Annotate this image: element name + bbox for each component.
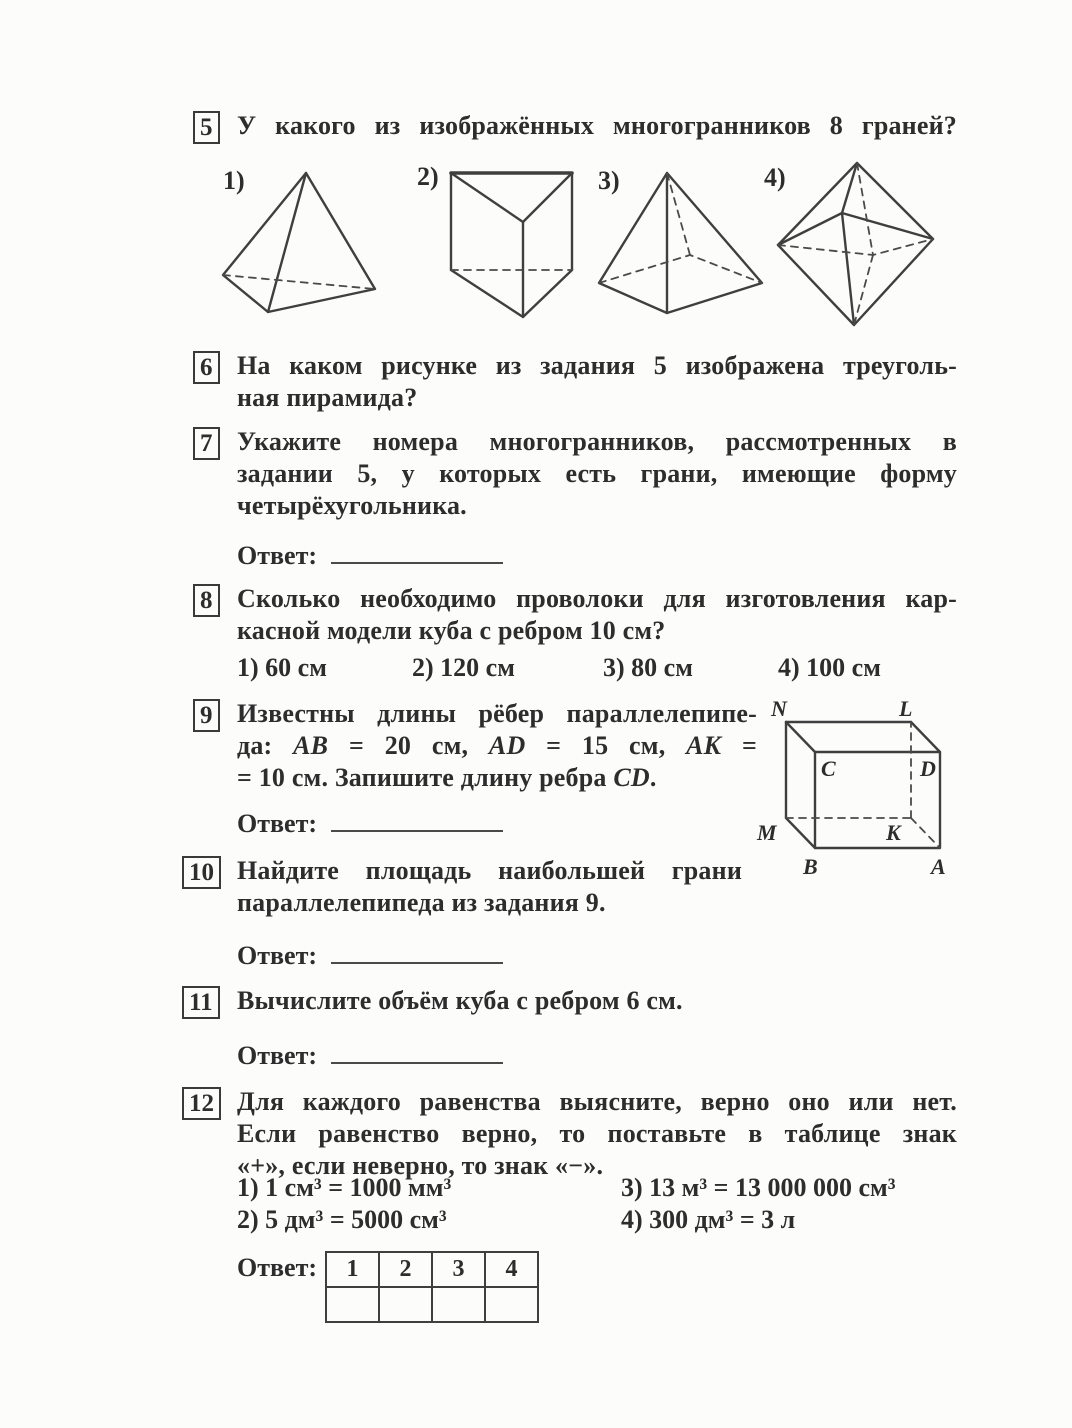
figure-option-4 — [762, 155, 942, 340]
equation-3: 3) 13 м³ = 13 000 000 см³ — [621, 1173, 896, 1202]
problem-11 — [189, 985, 957, 1017]
problem-5 — [193, 110, 957, 142]
answer-blank-line[interactable] — [331, 938, 503, 964]
figure-option-1 — [215, 160, 390, 335]
table-input-cell[interactable] — [486, 1288, 537, 1321]
answer-row-9 — [237, 806, 503, 840]
vertex-label-b: B — [803, 854, 818, 879]
problem-number-badge: 9 — [193, 699, 220, 732]
problem-text-line: «+», если неверно, то знак «−». — [237, 1151, 604, 1180]
table-input-cell[interactable] — [327, 1288, 380, 1321]
option-4: 4) 100 см — [778, 653, 881, 682]
triangular-pyramid-icon — [215, 160, 390, 335]
table-header-cell: 2 — [380, 1253, 433, 1288]
problem-8-options — [0, 652, 1072, 686]
answer-label: Ответ: — [237, 809, 318, 838]
problem-text-line: Вычислите объём куба с ребром 6 см. — [237, 986, 683, 1015]
option-1: 1) 60 см — [237, 653, 327, 682]
problem-10 — [189, 855, 742, 919]
answer-row-12 — [237, 1252, 317, 1286]
triangular-prism-icon — [415, 158, 590, 338]
table-header-cell: 3 — [433, 1253, 486, 1288]
problem-number-badge: 5 — [193, 111, 220, 144]
quadrangular-pyramid-icon — [588, 160, 773, 320]
figure-label: 2) — [417, 162, 439, 191]
equation-1: 1) 1 см³ = 1000 мм³ — [237, 1173, 452, 1202]
table-header-cell: 4 — [486, 1253, 537, 1288]
vertex-label-a: A — [931, 854, 946, 879]
equation-4: 4) 300 дм³ = 3 л — [621, 1205, 796, 1234]
answer-row-10 — [237, 938, 503, 972]
problem-text-line: = 10 см. Запишите длину ребра CD. — [237, 763, 657, 792]
problem-number-badge: 8 — [193, 584, 220, 617]
problem-12 — [189, 1086, 957, 1182]
problem-number-badge: 6 — [193, 351, 220, 384]
parallelepiped-figure — [753, 688, 958, 888]
answer-blank-line[interactable] — [331, 806, 503, 832]
vertex-label-n: N — [771, 696, 787, 721]
octahedron-icon — [762, 155, 942, 340]
figure-label: 1) — [223, 166, 245, 195]
vertex-label-l: L — [899, 696, 913, 721]
problem-7 — [193, 426, 957, 522]
option-3: 3) 80 см — [603, 653, 693, 682]
answer-table-input-row — [327, 1288, 537, 1321]
figure-label: 3) — [598, 166, 620, 195]
problem-text-line: На каком рисунке из задания 5 изображена треуголь- — [237, 351, 957, 380]
answer-label: Ответ: — [237, 1041, 318, 1070]
problem-text-line: четырёхугольника. — [237, 491, 467, 520]
table-input-cell[interactable] — [433, 1288, 486, 1321]
vertex-label-c: C — [821, 756, 836, 781]
table-header-cell: 1 — [327, 1253, 380, 1288]
problem-text-line: Если равенство верно, то поставьте в таблице знак — [237, 1119, 957, 1148]
answer-row-11 — [237, 1038, 503, 1072]
vertex-label-k: K — [886, 820, 901, 845]
problem-text-line: задании 5, у которых есть грани, имеющие форму — [237, 459, 957, 488]
problem-text-line: параллелепипеда из задания 9. — [237, 888, 606, 917]
vertex-label-m: M — [757, 820, 777, 845]
problem-number-badge: 11 — [182, 986, 220, 1019]
problem-text-line: Найдите площадь наибольшей грани — [237, 856, 742, 885]
answer-table — [325, 1251, 539, 1323]
equation-2: 2) 5 дм³ = 5000 см³ — [237, 1205, 447, 1234]
answer-blank-line[interactable] — [331, 1038, 503, 1064]
vertex-label-d: D — [920, 756, 936, 781]
problem-9 — [193, 698, 757, 794]
problem-text-line: Укажите номера многогранников, рассмотренных в — [237, 427, 957, 456]
problem-text-line: У какого из изображённых многогранников 8 граней? — [237, 111, 957, 140]
problem-number-badge: 10 — [182, 856, 221, 889]
figure-label: 4) — [764, 163, 786, 192]
problem-8 — [193, 583, 957, 647]
option-2: 2) 120 см — [412, 653, 515, 682]
table-input-cell[interactable] — [380, 1288, 433, 1321]
parallelepiped-icon — [753, 688, 958, 888]
problem-text-line: Для каждого равенства выясните, верно оно или нет. — [237, 1087, 957, 1116]
answer-row-7 — [237, 538, 503, 572]
problem-text-line: да: AB = 20 см, AD = 15 см, AK = — [237, 731, 757, 760]
problem-6 — [193, 350, 957, 414]
answer-label: Ответ: — [237, 541, 318, 570]
answer-label: Ответ: — [237, 1253, 318, 1282]
figure-option-3 — [588, 160, 773, 320]
answer-label: Ответ: — [237, 941, 318, 970]
answer-blank-line[interactable] — [331, 538, 503, 564]
figure-option-2 — [415, 158, 590, 338]
problem-text-line: касной модели куба с ребром 10 см? — [237, 616, 666, 645]
problem-number-badge: 7 — [193, 427, 220, 460]
problem-12-equations — [0, 1172, 1072, 1242]
problem-text-line: ная пирамида? — [237, 383, 418, 412]
problem-text-line: Известны длины рёбер параллелепипе- — [237, 699, 757, 728]
answer-table-header-row — [327, 1253, 537, 1288]
problem-text-line: Сколько необходимо проволоки для изготовления кар- — [237, 584, 957, 613]
problem-number-badge: 12 — [182, 1087, 221, 1120]
